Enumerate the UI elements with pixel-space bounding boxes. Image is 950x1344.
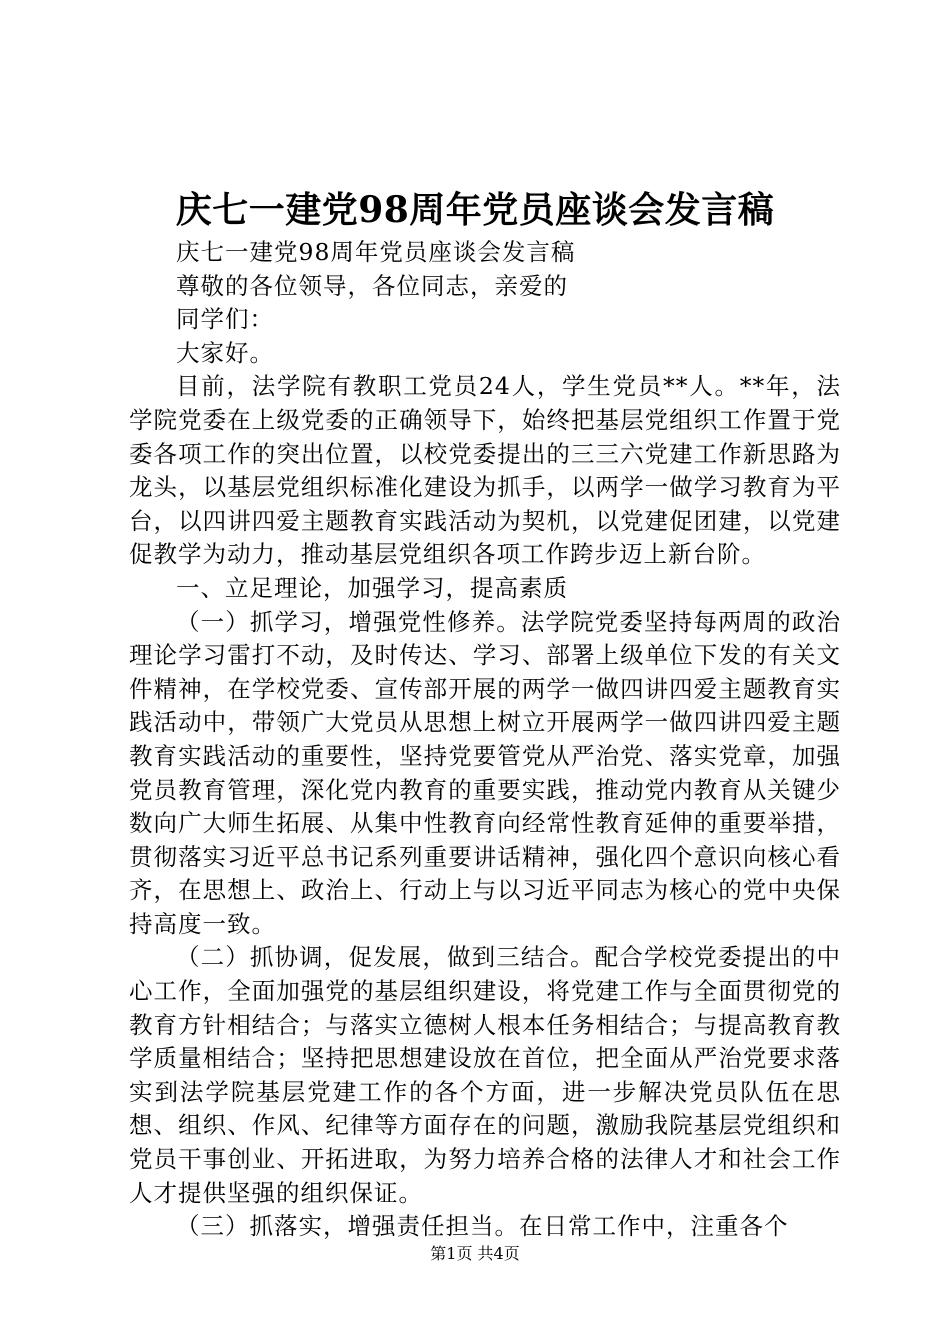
document-body (129, 236, 841, 1244)
paragraph-item-3: （三）抓落实，增强责任担当。在日常工作中，注重各个 (176, 1212, 789, 1241)
page-footer: 第1页 共4页 (430, 1244, 520, 1263)
section-heading-1: 一、立足理论，加强学习，提高素质 (176, 573, 568, 602)
paragraph-item-1: （一）抓学习，增强党性修养。法学院党委坚持每两周的政治理论学习雷打不动，及时传达、学习、部署上级单位下发的有关文件精神，在学校党委、宣传部开展的两学一做四讲四爱主题教育实践活动中，带领广大党员从思想上树立开展两学一做四讲四爱主题教育实践活动的重要性，坚持党要管党从严治党、落实党章，加强党员教育管理，深化党内教育的重要实践，推动党内教育从关键少数向广大师生拓展、从集中性教育向经常性教育延伸的重要举措，贯彻落实习近平总书记系列重要讲话精神，强化四个意识向核心看齐，在思想上、政治上、行动上与以习近平同志为核心的党中央保持高度一致。 (129, 607, 841, 938)
document-title: 庆七一建党98周年党员座谈会发言稿 (175, 189, 775, 231)
paragraph-greeting: 大家好。 (176, 338, 274, 367)
paragraph-salutation-cont: 同学们： (176, 305, 274, 334)
paragraph-subtitle: 庆七一建党98周年党员座谈会发言稿 (176, 238, 576, 266)
paragraph-intro: 目前，法学院有教职工党员24人，学生党员**人。**年，法学院党委在上级党委的正确领导下，始终把基层党组织工作置于党委各项工作的突出位置，以校党委提出的三三六党建工作新思路为龙头，以基层党组织标准化建设为抓手，以两学一做学习教育为平台，以四讲四爱主题教育实践活动为契机，以党建促团建，以党建促教学为动力，推动基层党组织各项工作跨步迈上新台阶。 (129, 372, 841, 569)
paragraph-salutation: 尊敬的各位领导，各位同志，亲爱的 (176, 271, 568, 300)
paragraph-item-2: （二）抓协调，促发展，做到三结合。配合学校党委提出的中心工作，全面加强党的基层组织建设，将党建工作与全面贯彻党的教育方针相结合；与落实立德树人根本任务相结合；与提高教育教学质量相结合；坚持把思想建设放在首位，把全面从严治党要求落实到法学院基层党建工作的各个方面，进一步解决党员队伍在思想、组织、作风、纪律等方面存在的问题，激励我院基层党组织和党员干事创业、开拓进取，为努力培养合格的法律人才和社会工作人才提供坚强的组织保证。 (129, 943, 841, 1207)
